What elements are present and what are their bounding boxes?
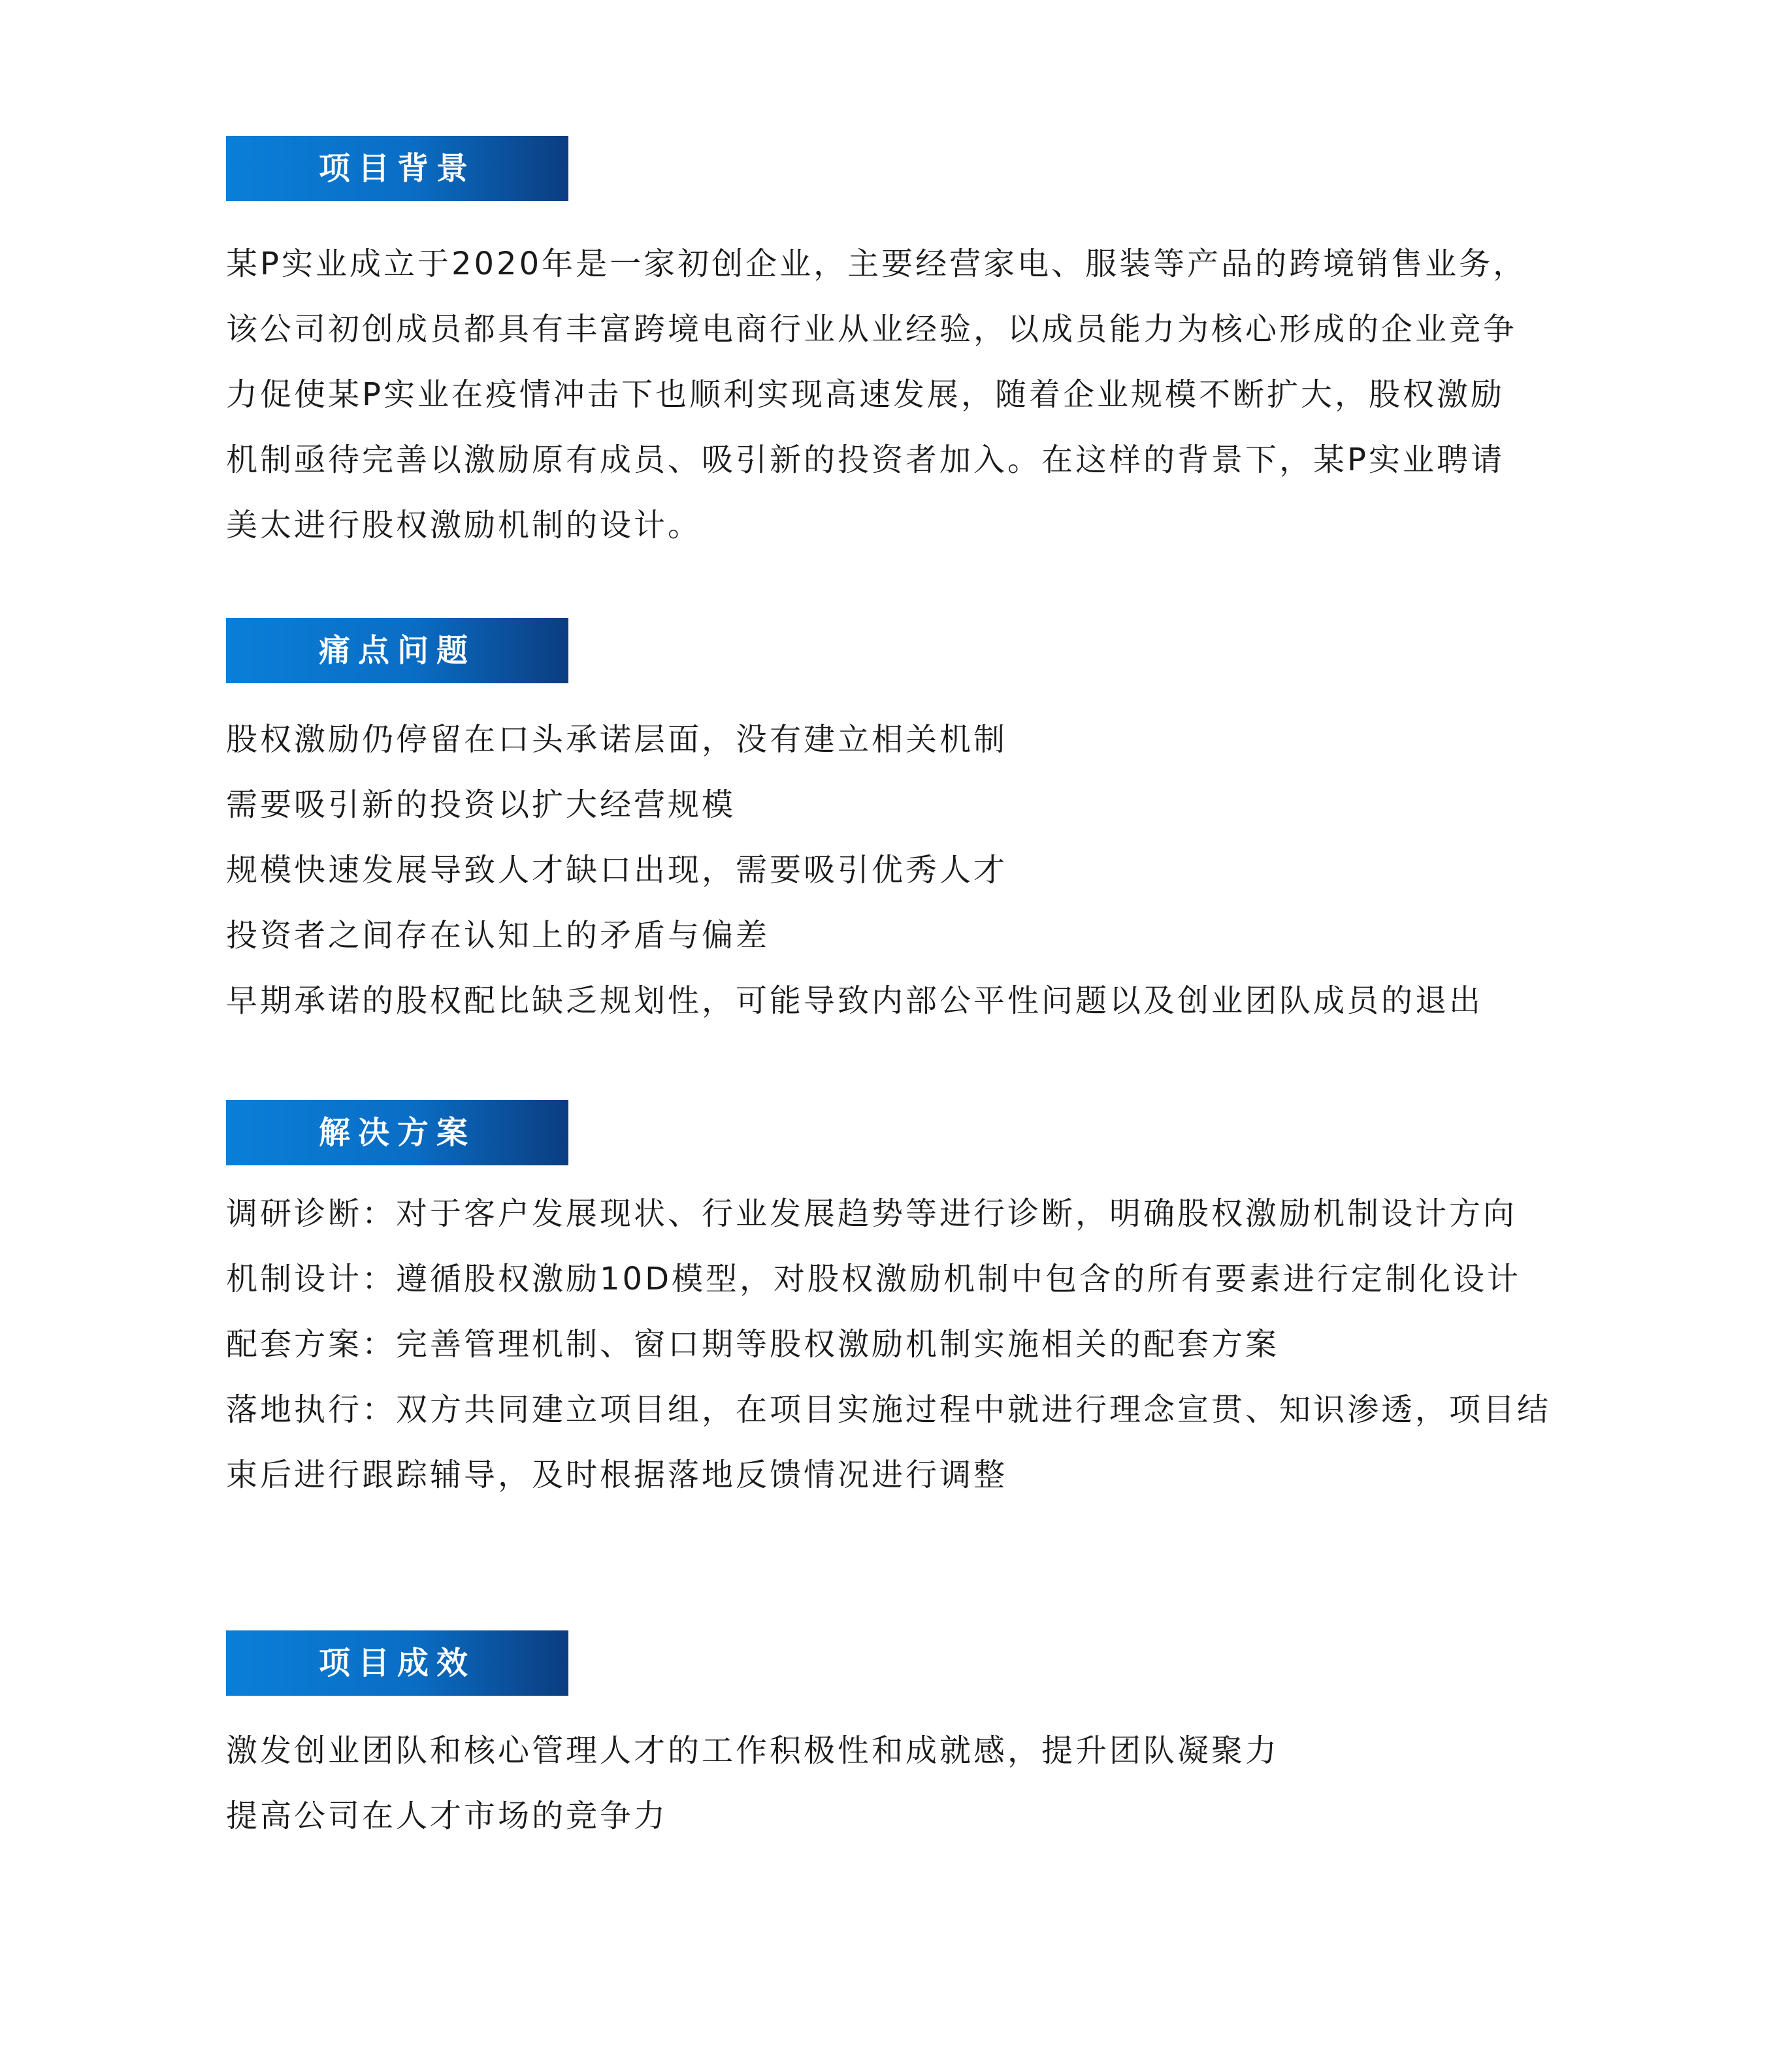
pain-points-list (226, 707, 1598, 1033)
solution-item (226, 1181, 1572, 1246)
result-item: 提高公司在人才市场的竞争力 (226, 1798, 668, 1834)
solution-item (226, 1312, 1572, 1377)
background-line: 机制亟待完善以激励原有成员、吸引新的投资者加入。在这样的背景下，某P实业聘请 (226, 442, 1505, 478)
pain-point-item: 股权激励仍停留在口头承诺层面，没有建立相关机制 (226, 721, 1008, 758)
section-header-background: 项目背景 (226, 136, 568, 201)
section-header-solution: 解决方案 (226, 1100, 568, 1165)
pain-point-item: 需要吸引新的投资以扩大经营规模 (226, 786, 736, 823)
background-paragraph (226, 231, 1598, 558)
solution-item (226, 1246, 1572, 1312)
solution-item-label: 落地执行： (226, 1391, 397, 1428)
solution-item-label: 调研诊断： (226, 1195, 397, 1232)
result-item: 激发创业团队和核心管理人才的工作积极性和成就感，提升团队凝聚力 (226, 1732, 1280, 1769)
solution-item-text: 完善管理机制、窗口期等股权激励机制实施相关的配套方案 (396, 1326, 1280, 1363)
pain-point-item: 早期承诺的股权配比缺乏规划性，可能导致内部公平性问题以及创业团队成员的退出 (226, 982, 1484, 1019)
background-line: 某P实业成立于2020年是一家初创企业，主要经营家电、服装等产品的跨境销售业务， (226, 246, 1527, 282)
results-list (226, 1718, 1598, 1849)
pain-point-item: 投资者之间存在认知上的矛盾与偏差 (226, 917, 770, 954)
solution-item (226, 1377, 1572, 1508)
solution-item-text: 遵循股权激励10D模型，对股权激励机制中包含的所有要素进行定制化设计 (396, 1261, 1522, 1297)
section-header-results: 项目成效 (226, 1630, 568, 1696)
pain-point-item: 规模快速发展导致人才缺口出现，需要吸引优秀人才 (226, 852, 1008, 888)
solution-list (226, 1181, 1598, 1508)
solution-item-label: 配套方案： (226, 1326, 397, 1363)
background-line: 力促使某P实业在疫情冲击下也顺利实现高速发展，随着企业规模不断扩大，股权激励 (226, 376, 1505, 413)
background-line: 美太进行股权激励机制的设计。 (226, 507, 702, 543)
solution-item-text: 双方共同建立项目组，在项目实施过程中就进行理念宣贯、知识渗透，项目结束后进行跟踪辅导，及时根据落地反馈情况进行调整 (226, 1391, 1552, 1493)
solution-item-label: 机制设计： (226, 1261, 397, 1297)
solution-item-text: 对于客户发展现状、行业发展趋势等进行诊断，明确股权激励机制设计方向 (396, 1195, 1518, 1232)
section-header-pain-points: 痛点问题 (226, 618, 568, 683)
background-line: 该公司初创成员都具有丰富跨境电商行业从业经验，以成员能力为核心形成的企业竞争 (226, 311, 1518, 348)
